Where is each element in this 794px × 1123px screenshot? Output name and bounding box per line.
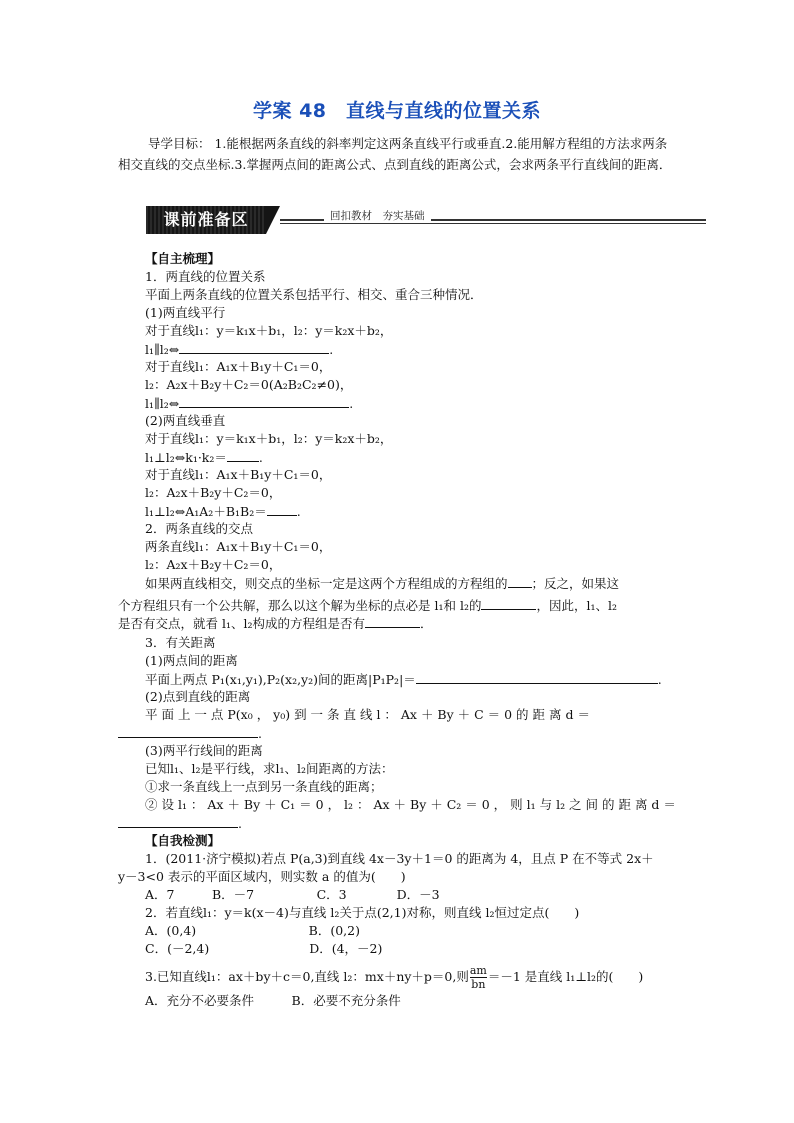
text-line: A．(0,4) B．(0,2) <box>145 923 360 938</box>
text-line: y－3<0 表示的平面区域内，则实数 a 的值为( ) <box>118 869 406 884</box>
text-line: l₁⊥l₂⇔A₁A₂＋B₁B₂＝ <box>145 504 267 519</box>
fill-line: l₁∥l₂⇔ . <box>145 396 354 411</box>
text-line: 3．有关距离 <box>145 635 216 650</box>
fraction <box>470 964 487 991</box>
text-line: l₁∥l₂⇔ <box>145 396 180 411</box>
text-line: 1．两直线的位置关系 <box>145 269 266 284</box>
banner-notch <box>266 206 280 234</box>
text-line: (1)两点间的距离 <box>145 653 238 668</box>
banner-rule-thin <box>280 223 706 224</box>
answer-blank <box>179 340 329 354</box>
banner-label: 课前准备区 <box>146 206 266 234</box>
text-line: l₂：A₂x＋B₂y＋C₂＝0， <box>145 485 282 500</box>
banner-subtitle: 回扣教材 夯实基础 <box>324 208 431 223</box>
fill-line: 平面上两点 P₁(x₁,y₁),P₂(x₂,y₂)间的距离|P₁P₂|＝ . <box>145 672 662 687</box>
text-line: 平面上两条直线的位置关系包括平行、相交、重合三种情况． <box>145 287 483 302</box>
text-line: 对于直线l₁：A₁x＋B₁y＋C₁＝0， <box>145 359 332 374</box>
section-heading: 【自我检测】 <box>145 833 221 848</box>
answer-blank <box>267 502 297 516</box>
text-line: ＝－1 是直线 l₁⊥l₂的( ) <box>487 969 644 984</box>
text-line: (2)点到直线的距离 <box>145 689 251 704</box>
fill-line <box>145 574 619 593</box>
text-line: ；反之，如果这 <box>531 576 620 591</box>
section-heading: 【自主梳理】 <box>145 251 221 266</box>
text-line: l₁∥l₂⇔ <box>145 342 180 357</box>
text-line: 平面上两点 P₁(x₁,y₁),P₂(x₂,y₂)间的距离|P₁P₂|＝ <box>145 672 416 687</box>
text-line: ，因此，l₁、l₂ <box>536 598 617 613</box>
page-title: 学案 48 直线与直线的位置关系 <box>252 100 542 122</box>
answer-blank <box>118 724 258 738</box>
text-line: 对于直线l₁：A₁x＋B₁y＋C₁＝0， <box>145 467 332 482</box>
fill-line <box>118 596 617 615</box>
text-line: 对于直线l₁：y＝k₁x＋b₁，l₂：y＝k₂x＋b₂， <box>145 323 393 338</box>
fill-line: l₁⊥l₂⇔A₁A₂＋B₁B₂＝ . <box>145 504 301 519</box>
text-line: 平 面 上 一 点 P(x₀ ， y₀) 到 一 条 直 线 l ： Ax ＋ By ＋ C ＝ 0 的 距 离 d ＝ <box>145 707 590 722</box>
text-line: 是否有交点，就看 l₁、l₂构成的方程组是否有 <box>118 616 365 631</box>
text-line: 对于直线l₁：y＝k₁x＋b₁，l₂：y＝k₂x＋b₂， <box>145 431 393 446</box>
fraction-denominator: bn <box>471 978 486 991</box>
fill-line: l₁⊥l₂⇔k₁·k₂＝ . <box>145 450 263 465</box>
text-line: l₁⊥l₂⇔k₁·k₂＝ <box>145 450 227 465</box>
text-line: l₂：A₂x＋B₂y＋C₂＝0， <box>145 557 282 572</box>
answer-blank <box>416 670 658 684</box>
answer-blank <box>227 448 259 462</box>
section-banner <box>146 206 706 234</box>
fill-line <box>145 964 643 991</box>
text-line: l₂：A₂x＋B₂y＋C₂＝0(A₂B₂C₂≠0)， <box>145 377 353 392</box>
learning-goals: 导学目标： 1.能根据两条直线的斜率判定这两条直线平行或垂直.2.能用解方程组的方法求两条相交直线的交点坐标.3.掌握两点间的距离公式、点到直线的距离公式，会求两条平行直线间的距离． <box>118 136 672 172</box>
fill-line: . <box>118 814 242 833</box>
fill-line: l₁∥l₂⇔ . <box>145 342 334 357</box>
text-line: 已知l₁、l₂是平行线，求l₁、l₂间距离的方法： <box>145 761 394 776</box>
fraction-numerator: am <box>469 964 487 977</box>
text-line: (3)两平行线间的距离 <box>145 743 263 758</box>
text-line: (1)两直线平行 <box>145 305 226 320</box>
text-line: 3.已知直线l₁：ax＋by＋c＝0,直线 l₂：mx＋ny＋p＝0,则 <box>145 969 469 984</box>
answer-blank <box>508 574 532 588</box>
answer-blank <box>179 394 349 408</box>
text-line: (2)两直线垂直 <box>145 413 226 428</box>
text-line: C．(－2,4) D．(4，－2) <box>145 941 383 956</box>
text-line: 1．(2011·济宁模拟)若点 P(a,3)到直线 4x－3y＋1＝0 的距离为 4，且点 P 在不等式 2x＋ <box>145 851 654 866</box>
fill-line: . <box>118 724 262 743</box>
text-line: A．充分不必要条件 B．必要不充分条件 <box>145 993 401 1008</box>
fill-line <box>118 614 433 633</box>
answer-blank <box>481 596 536 610</box>
answer-blank <box>365 614 420 628</box>
text-line: ①求一条直线上一点到另一条直线的距离； <box>145 779 383 794</box>
text-line: 2．若直线l₁：y＝k(x－4)与直线 l₂关于点(2,1)对称，则直线 l₂恒过定点( ) <box>145 905 580 920</box>
answer-blank <box>118 814 238 828</box>
text-line: ② 设 l₁ ： Ax ＋ By ＋ C₁ ＝ 0 ， l₂ ： Ax ＋ By ＋ C₂ ＝ 0 ， 则 l₁ 与 l₂ 之 间 的 距 离 d ＝ <box>145 797 676 812</box>
text-line: 个方程组只有一个公共解，那么以这个解为坐标的点必是 l₁和 l₂的 <box>118 598 482 613</box>
text-line: A．7 B．－7 C．3 D．－3 <box>145 887 440 902</box>
text-line: 两条直线l₁：A₁x＋B₁y＋C₁＝0， <box>145 539 332 554</box>
text-line: ． <box>420 616 433 631</box>
text-line: 如果两直线相交，则交点的坐标一定是这两个方程组成的方程组的 <box>145 576 508 591</box>
text-line: 2．两条直线的交点 <box>145 521 253 536</box>
